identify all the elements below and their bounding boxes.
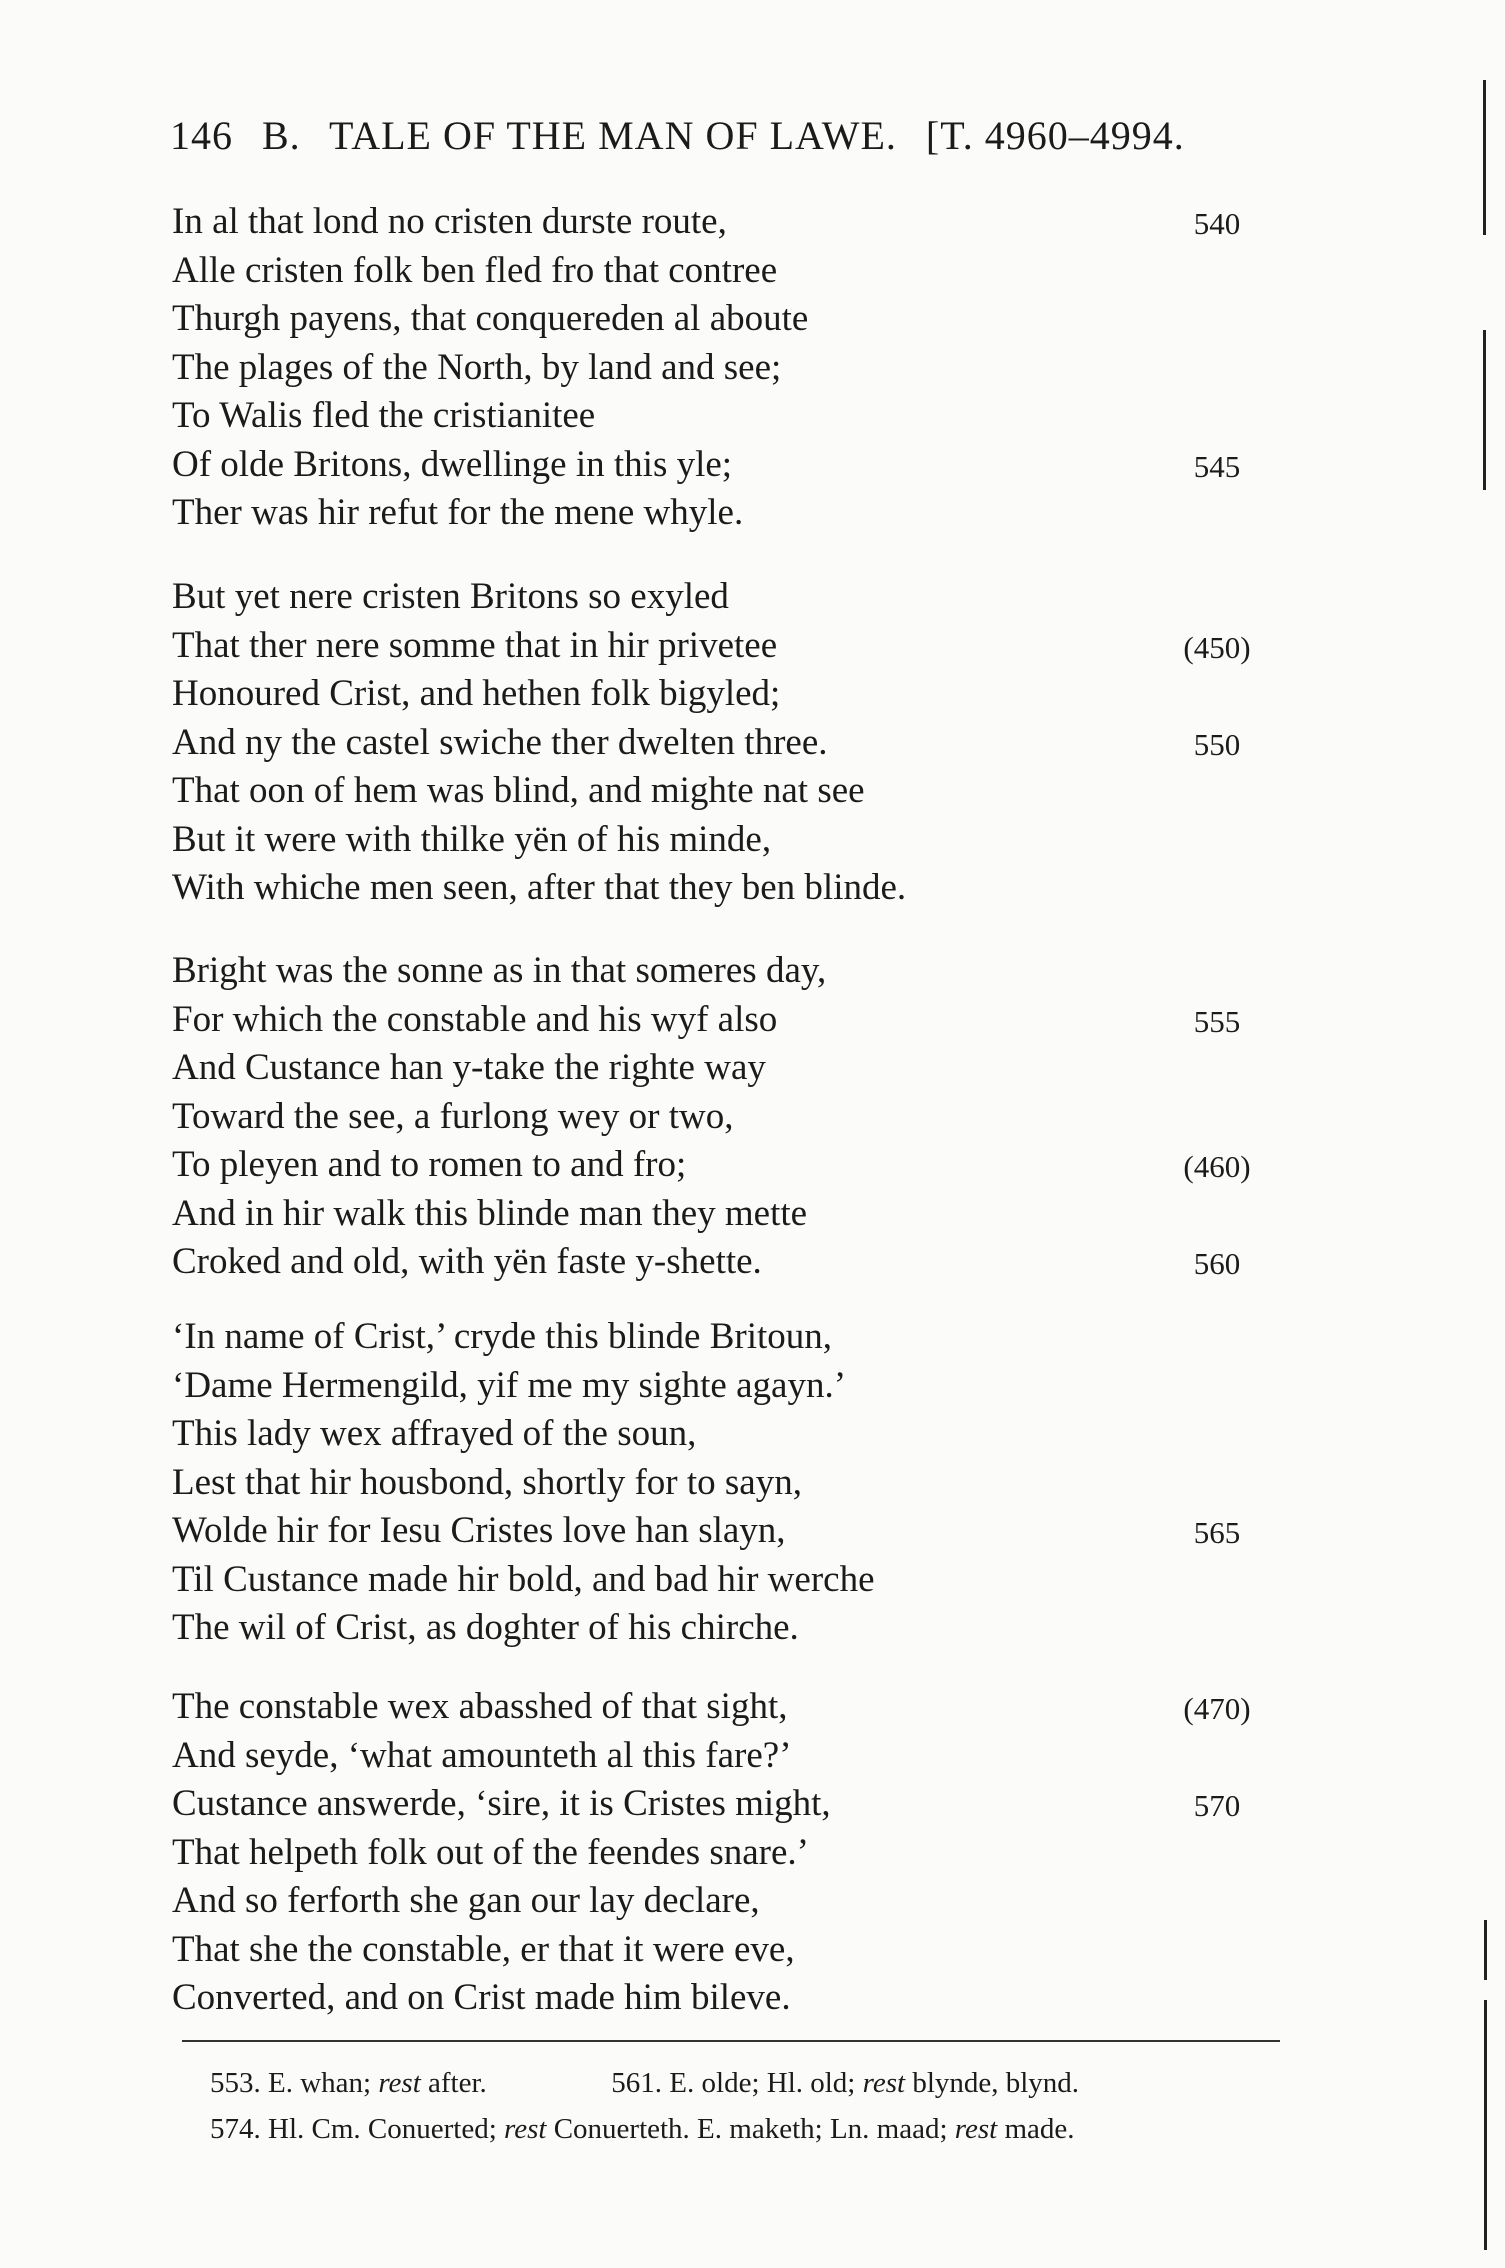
scan-edge-mark (1484, 2000, 1487, 2250)
verse-text: And so ferforth she gan our lay declare, (172, 1880, 760, 1921)
verse-line (172, 1926, 1272, 1975)
verse-line (172, 344, 1272, 393)
scan-edge-mark (1483, 330, 1486, 490)
line-number: 570 (1193, 1788, 1241, 1823)
line-number: 550 (1193, 726, 1241, 762)
verse-text: That she the constable, er that it were eve, (172, 1928, 795, 1970)
line-number: (470) (1183, 1691, 1251, 1726)
verse-line (172, 1974, 1272, 2023)
page-number: 146 (170, 113, 233, 158)
line-number: 545 (1193, 448, 1241, 484)
verse-line (172, 441, 1272, 490)
verse-line (172, 864, 1272, 913)
scan-edge-mark (1483, 80, 1486, 235)
verse-line (172, 1313, 1272, 1362)
section-letter: B. (262, 113, 301, 158)
verse-line (172, 1238, 1272, 1287)
verse-text: Converted, and on Crist made him bileve. (172, 1977, 791, 2018)
line-number: 540 (1193, 206, 1241, 241)
verse-text: And in hir walk this blinde man they mette (172, 1192, 808, 1234)
verse-text: To Walis fled the cristianitee (172, 395, 596, 436)
footnote-line: 553. E. whan; rest after. 561. E. olde; Hl. old; rest blynde, blynd. (210, 2067, 1080, 2099)
verse-line (172, 996, 1272, 1045)
verse-text: The wil of Crist, as doghter of his chirche. (172, 1607, 799, 1648)
verse-line (172, 1410, 1272, 1459)
verse-text: Wolde hir for Iesu Cristes love han slayn, (172, 1510, 786, 1551)
verse-text: For which the constable and his wyf also (172, 998, 778, 1040)
stanza (172, 947, 1272, 1287)
verse-text: This lady wex affrayed of the soun, (172, 1413, 697, 1454)
running-header (170, 112, 1270, 159)
verse-text: The constable wex abasshed of that sight, (172, 1686, 788, 1727)
verse-line (172, 816, 1272, 865)
verse-text: In al that lond no cristen durste route, (172, 201, 727, 242)
verse-line (172, 1604, 1272, 1653)
verse-text: Of olde Britons, dwellinge in this yle; (172, 443, 733, 485)
verse-line (172, 1362, 1272, 1411)
verse-line (172, 1683, 1272, 1732)
verse-line (172, 767, 1272, 816)
verse-text: Ther was hir refut for the mene whyle. (172, 492, 744, 533)
verse-line (172, 1556, 1272, 1605)
line-number: 560 (1193, 1246, 1241, 1281)
scan-edge-mark (1484, 1920, 1487, 1980)
verse-text: That ther nere somme that in hir privetee (172, 624, 778, 666)
verse-text: Thurgh payens, that conquereden al aboute (172, 298, 809, 339)
verse-text: That helpeth folk out of the feendes snare.’ (172, 1831, 809, 1873)
verse-line (172, 295, 1272, 344)
verse-line (172, 622, 1272, 671)
verse-line (172, 573, 1272, 622)
line-number: 555 (1193, 1003, 1241, 1039)
footnote-line: 574. Hl. Cm. Conuerted; rest Conuerteth. E. maketh; Ln. maad; rest made. (210, 2113, 1075, 2145)
verse-line (172, 1877, 1272, 1926)
verse-text: Bright was the sonne as in that someres day, (172, 950, 827, 991)
verse-line (172, 947, 1272, 996)
line-range: [T. 4960–4994. (925, 113, 1185, 158)
verse-text: Honoured Crist, and hethen folk bigyled; (172, 673, 781, 714)
verse-text: With whiche men seen, after that they ben blinde. (172, 867, 907, 908)
verse-text: The plages of the North, by land and see; (172, 346, 782, 388)
verse-line (172, 670, 1272, 719)
footnote-divider (182, 2040, 1280, 2042)
verse-line (172, 1093, 1272, 1142)
verse-line (172, 1141, 1272, 1190)
verse-text: ‘Dame Hermengild, yif me my sighte agayn.’ (172, 1364, 847, 1406)
verse-text: ‘In name of Crist,’ cryde this blinde Britoun, (172, 1316, 833, 1357)
verse-line (172, 1732, 1272, 1781)
verse-text: Toward the see, a furlong wey or two, (172, 1095, 734, 1137)
verse-text: Alle cristen folk ben fled fro that contree (172, 249, 778, 291)
verse-line (172, 198, 1272, 247)
verse-text: Lest that hir housbond, shortly for to sayn, (172, 1461, 802, 1503)
verse-text: And ny the castel swiche ther dwelten three. (172, 721, 828, 763)
verse-text: But it were with thilke yën of his minde, (172, 818, 772, 860)
verse-text: But yet nere cristen Britons so exyled (172, 576, 729, 617)
line-number: 565 (1193, 1515, 1241, 1550)
verse-text: That oon of hem was blind, and mighte nat see (172, 770, 865, 811)
verse-text: And Custance han y-take the righte way (172, 1047, 766, 1088)
verse-line (172, 1829, 1272, 1878)
line-number: (450) (1183, 629, 1251, 665)
verse-line (172, 392, 1272, 441)
verse-text: And seyde, ‘what amounteth al this fare?’ (172, 1734, 792, 1776)
stanza (172, 573, 1272, 913)
verse-text: Til Custance made hir bold, and bad hir werche (172, 1558, 875, 1600)
page-title: TALE OF THE MAN OF LAWE. (328, 113, 897, 158)
verse-line (172, 1190, 1272, 1239)
verse-line (172, 247, 1272, 296)
verse-line (172, 1507, 1272, 1556)
footnotes (210, 2060, 1290, 2152)
verse-text: Custance answerde, ‘sire, it is Cristes might, (172, 1783, 831, 1824)
stanza (172, 1683, 1272, 2023)
verse-text: To pleyen and to romen to and fro; (172, 1144, 687, 1185)
verse-line (172, 1044, 1272, 1093)
line-number: (460) (1183, 1149, 1251, 1184)
stanza (172, 1313, 1272, 1653)
stanza (172, 198, 1272, 538)
verse-line (172, 489, 1272, 538)
verse-text: Croked and old, with yën faste y-shette. (172, 1241, 762, 1282)
verse-line (172, 1780, 1272, 1829)
verse-line (172, 1459, 1272, 1508)
verse-line (172, 719, 1272, 768)
